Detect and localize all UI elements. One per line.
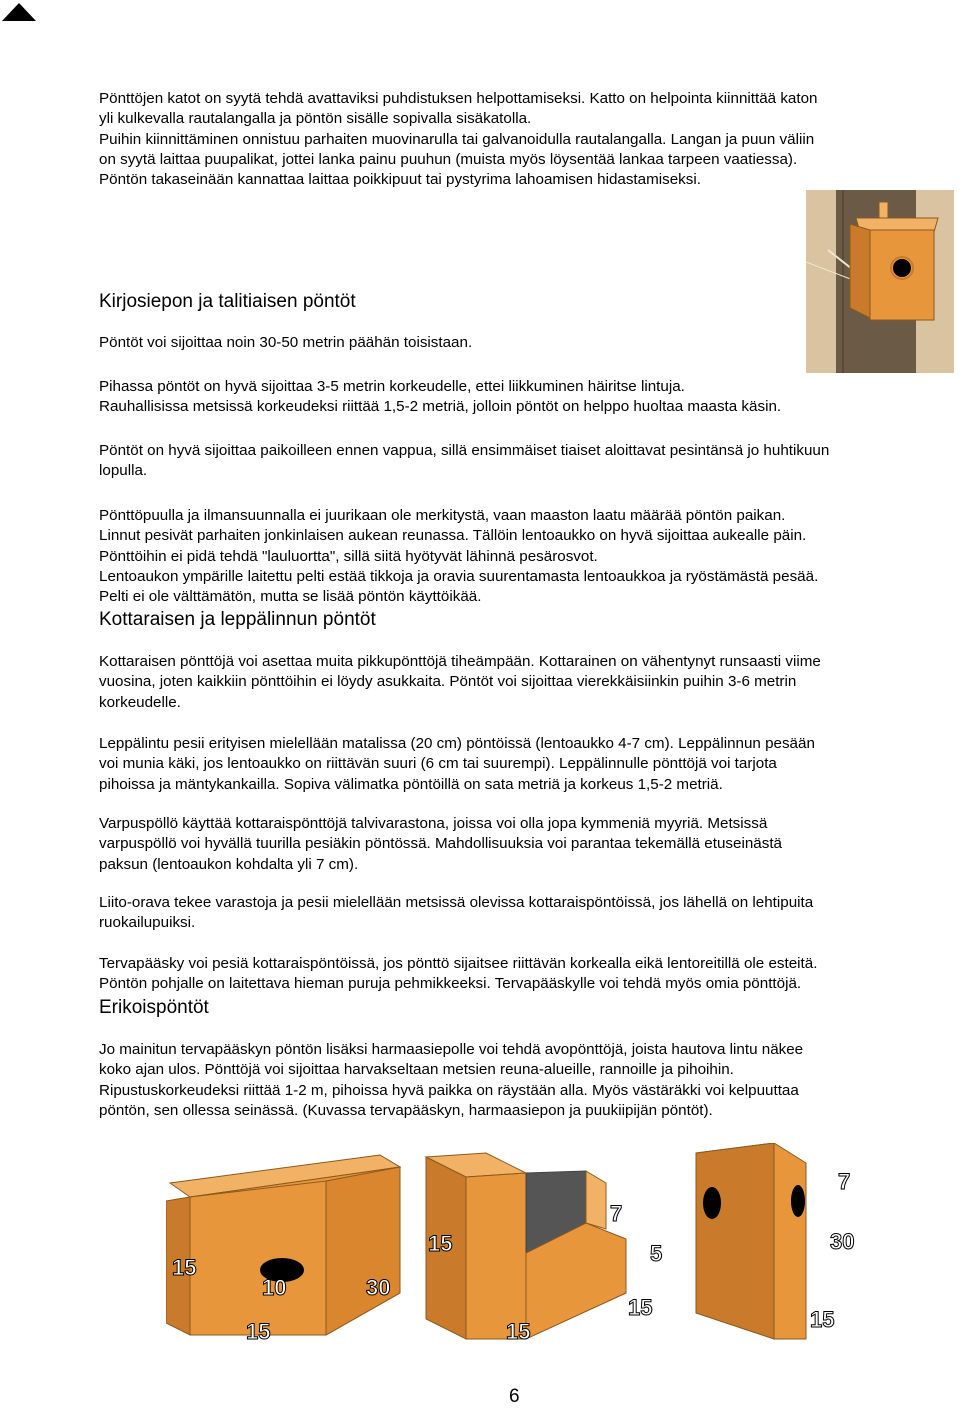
section-heading: Kottaraisen ja leppälinnun pöntöt: [99, 609, 376, 630]
text-line: voi munia käki, jos lentoaukko on riittävän suuri (6 cm tai suurempi). Leppälinnulle pönttöjä voi tarjota: [99, 755, 777, 773]
paragraph-timing: [99, 441, 944, 482]
text-line: Jo mainitun tervapääskyn pöntön lisäksi harmaasiepolle voi tehdä avopönttöjä, joista hautova lintu näkee: [99, 1041, 804, 1058]
text-line: Tervapääsky voi pesiä kottaraispöntöissä, jos pönttö sijaitsee riittävän korkealla eikä lentoreitillä ole esteitä.: [99, 955, 818, 972]
text-line: paksun (lentoaukon kohdalta yli 7 cm).: [99, 855, 359, 873]
text-line: Pöntön pohjalle on laitettava hieman puruja pehmikkeeksi. Tervapääskylle voi tehdä myös omia pönttöjä.: [99, 975, 802, 993]
text-line: Lentoaukon ympärille laitettu pelti estää tikkoja ja oravia suurentamasta lentoaukkoa ja ryöstämästä pesää.: [99, 567, 819, 585]
text-line: Pönttöpuulla ja ilmansuunnalla ei juurikaan ole merkitystä, vaan maaston laatu määrää pöntön paikan.: [99, 507, 786, 524]
paragraph-distance: [99, 333, 944, 353]
paragraph-roof-attachment: [99, 89, 944, 190]
dimension-label: 10: [262, 1275, 287, 1300]
dimension-label: 15: [172, 1255, 197, 1280]
paragraph-starling: [99, 652, 944, 713]
text-line: Pönttöjen katot on syytä tehdä avattaviksi puhdistuksen helpottamiseksi. Katto on helpointa kiinnittää katon: [99, 90, 818, 107]
text-line: Leppälintu pesii erityisen mielellään matalissa (20 cm) pöntöissä (lentoaukko 4-7 cm). Leppälinnun pesään: [99, 735, 815, 752]
text-line: pöntön, sen ollessa seinässä. (Kuvassa tervapääskyn, harmaasiepon ja puukiipijän pöntöt).: [99, 1101, 713, 1119]
dimension-label: 15: [428, 1231, 453, 1256]
text-line: pihoissa ja mäntykankailla. Sopiva välimatka pöntöillä on sata metriä ja korkeus 1,5-2 metriä.: [99, 775, 723, 793]
text-line: Puihin kiinnittäminen onnistuu parhaiten muovinarulla tai galvanoidulla rautalangalla. Langan ja puun väliin: [99, 130, 815, 148]
dimension-label: 30: [366, 1275, 391, 1300]
text-line: Pöntön takaseinään kannattaa laittaa poikkipuut tai pystyrima lahoamisen hidastamiseksi.: [99, 171, 701, 189]
treecreeper-box-drawing: [696, 1143, 854, 1339]
text-line: on syytä laittaa puupalikat, jottei lanka painu puuhun (muista myös löysentää lankaa tarpeen vaatiessa).: [99, 150, 798, 168]
text-line: lopulla.: [99, 462, 148, 480]
text-line: Pihassa pöntöt on hyvä sijoittaa 3-5 metrin korkeudelle, ettei liikkuminen häiritse lintuja.: [99, 378, 685, 395]
text-line: Pöntöt on hyvä sijoittaa paikoilleen ennen vappua, sillä ensimmäiset tiaiset aloittavat pesintänsä jo huhtikuun: [99, 442, 830, 459]
text-line: yli kulkevalla rautalangalla ja pöntön sisälle sopivalla sisäkatolla.: [99, 110, 532, 128]
flycatcher-box-drawing: [426, 1153, 662, 1344]
dimension-label: 7: [838, 1169, 851, 1194]
paragraph-owl: [99, 814, 944, 875]
text-line: Pöntöt voi sijoittaa noin 30-50 metrin päähän toisistaan.: [99, 334, 473, 351]
text-line: vuosina, joten kaikkiin pönttöihin ei löydy asukkaita. Pöntöt voi sijoittaa vierekkäisiinkin puihin 3-6 metrin: [99, 673, 797, 691]
text-line: varpuspöllö voi hyvällä tuurilla pesiäkin pöntössä. Mahdollisuuksia voi parantaa tekemällä etuseinästä: [99, 835, 782, 853]
text-line: koko ajan ulos. Pönttöjä voi sijoittaa harvakseltaan metsien reuna-alueille, rannoille ja pihoihin.: [99, 1061, 734, 1079]
dimension-label: 15: [810, 1307, 835, 1332]
text-line: Ripustuskorkeudeksi riittää 1-2 m, pihoissa hyvä paikka on räystään alla. Myös västäräkki voi kelpuuttaa: [99, 1081, 799, 1099]
dimension-label: 15: [246, 1319, 271, 1344]
dimension-label: 5: [650, 1241, 663, 1266]
text-line: korkeudelle.: [99, 693, 181, 711]
paragraph-special-boxes: [99, 1040, 944, 1121]
text-line: Linnut pesivät parhaiten jonkinlaisen aukean reunassa. Tällöin lentoaukko on hyvä sijoittaa aukealle päin.: [99, 527, 807, 545]
special-birdhouses-illustration: [166, 1143, 874, 1353]
back-to-top-button[interactable]: [0, 0, 40, 24]
paragraph-height: [99, 377, 944, 418]
dimension-label: 15: [628, 1295, 653, 1320]
dimension-label: 30: [830, 1229, 855, 1254]
text-line: ruokailupuiksi.: [99, 914, 196, 932]
text-line: Varpuspöllö käyttää kottaraispönttöjä talvivarastona, joissa voi olla jopa kymmeniä myyriä. Metsissä: [99, 815, 768, 832]
section-heading: Kirjosiepon ja talitiaisen pöntöt: [99, 291, 356, 312]
paragraph-flying-squirrel: [99, 893, 944, 934]
paragraph-redstart: [99, 734, 944, 795]
text-line: Pelti ei ole välttämätön, mutta se lisää pöntön käyttöikää.: [99, 588, 482, 606]
text-line: Liito-orava tekee varastoja ja pesii mielellään metsissä olevissa kottaraispöntöissä, jos lähellä on lehtipuita: [99, 894, 814, 911]
swift-box-drawing: [166, 1155, 400, 1344]
page-number: 6: [509, 1386, 520, 1407]
paragraph-placement: [99, 506, 944, 607]
dimension-label: 7: [610, 1201, 623, 1226]
text-line: Kottaraisen pönttöjä voi asettaa muita pikkupönttöjä tiheämpään. Kottarainen on vähentynyt runsaasti viime: [99, 653, 821, 670]
section-heading: Erikoispöntöt: [99, 997, 209, 1018]
triangle-up-icon: [0, 0, 40, 24]
text-line: Pönttöihin ei pidä tehdä "lauluortta", sillä siitä hyötyvät lähinnä pesärosvot.: [99, 547, 598, 565]
dimension-label: 15: [506, 1319, 531, 1344]
paragraph-swift: [99, 954, 944, 995]
text-line: Rauhallisissa metsissä korkeudeksi riittää 1,5-2 metriä, jolloin pöntöt on helppo huoltaa maasta käsin.: [99, 398, 782, 416]
